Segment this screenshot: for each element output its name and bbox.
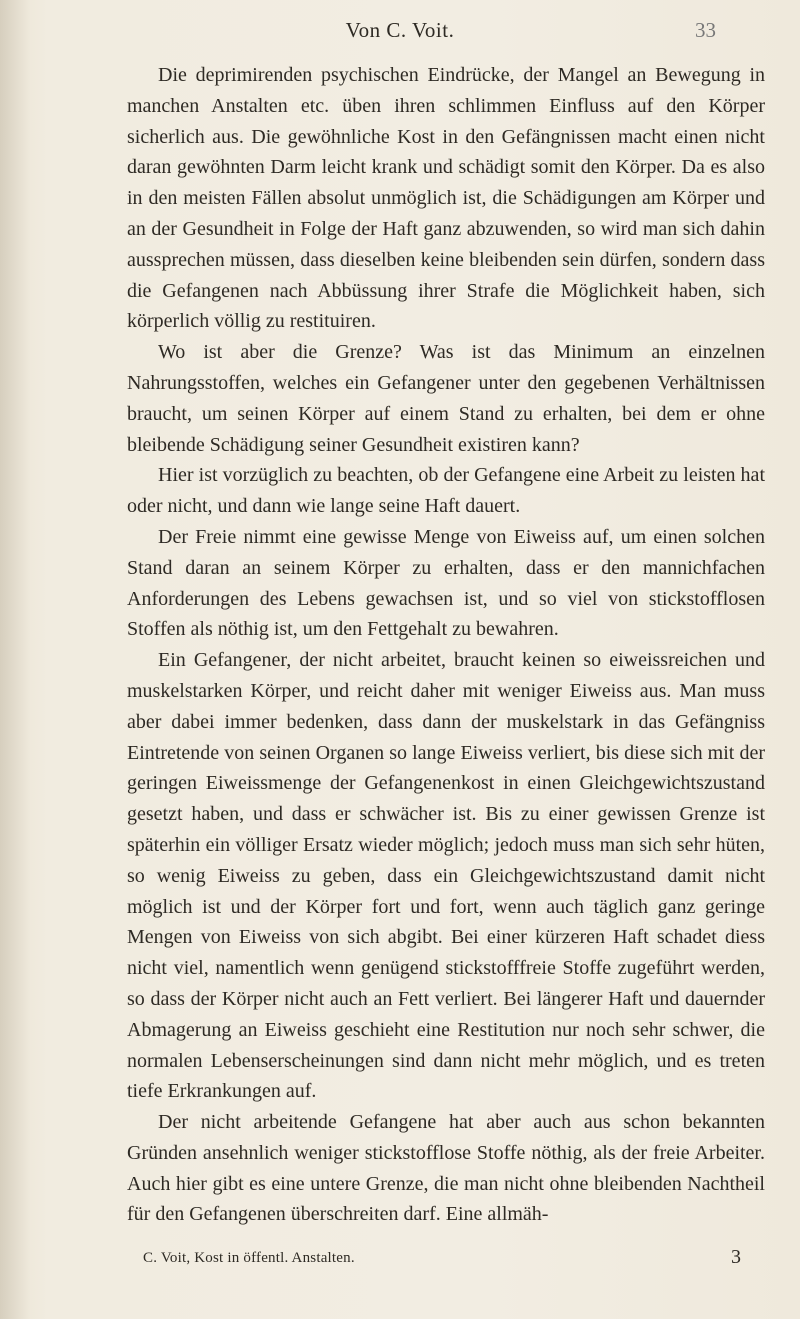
- running-head: Von C. Voit.: [345, 18, 455, 42]
- paragraph: Wo ist aber die Grenze? Was ist das Minimum an einzelnen Nahrungsstoffen, welches ein Gefangener unter den gegebenen Verhältnissen braucht, um seinen Körper auf einem Stand zu erhalten, bei dem er ohne bleibende Schädigung seiner Gesundheit existiren kann?: [127, 341, 765, 456]
- paragraph: Hier ist vorzüglich zu beachten, ob der Gefangene eine Arbeit zu leisten hat oder nicht, und dann wie lange seine Haft dauert.: [127, 464, 765, 518]
- body-text: [127, 60, 765, 1230]
- paragraph: Der nicht arbeitende Gefangene hat aber auch aus schon bekannten Gründen ansehnlich weniger stickstofflose Stoffe nöthig, als der freie Arbeiter. Auch hier gibt es eine untere Grenze, die man nicht ohne bleibenden Nachtheil für den Gefangenen überschreiten darf. Eine allmäh-: [127, 1111, 765, 1226]
- page-number: 33: [695, 18, 716, 42]
- page-gutter-shadow: [0, 0, 30, 1319]
- footer-signature: C. Voit, Kost in öffentl. Anstalten.: [143, 1250, 355, 1266]
- page-header: [0, 16, 800, 46]
- paragraph: Die deprimirenden psychischen Eindrücke, der Mangel an Bewegung in manchen Anstalten etc. üben ihren schlimmen Einfluss auf den Körper sicherlich aus. Die gewöhnliche Kost in den Gefängnissen macht einen nicht daran gewöhnten Darm leicht krank und schädigt somit den Körper. Da es also in den meisten Fällen absolut unmöglich ist, die Schädigungen am Körper und an der Gesundheit in Folge der Haft ganz abzuwenden, so wird man sich dahin aussprechen müssen, dass dieselben keine bleibenden sein dürfen, sondern dass die Gefangenen nach Abbüssung ihrer Strafe die Möglichkeit haben, sich körperlich völlig zu restituiren.: [127, 64, 765, 333]
- sheet-number: 3: [731, 1246, 741, 1268]
- paragraph: Der Freie nimmt eine gewisse Menge von Eiweiss auf, um einen solchen Stand daran an seinem Körper zu erhalten, dass er den mannichfachen Anforderungen des Lebens gewachsen ist, und so viel von stickstofflosen Stoffen als nöthig ist, um den Fettgehalt zu bewahren.: [127, 525, 765, 641]
- paragraph: Ein Gefangener, der nicht arbeitet, braucht keinen so eiweissreichen und muskelstarken Körper, und reicht daher mit weniger Eiweiss aus. Man muss aber dabei immer bedenken, dass dann der muskelstark in das Gefängniss Eintretende von seinen Organen so lange Eiweiss verliert, bis diese sich mit der geringen Eiweissmenge der Gefangenenkost in einen Gleichgewichtszustand gesetzt haben, und dass er schwächer ist. Bis zu einer gewissen Grenze ist späterhin ein völliger Ersatz wieder möglich; jedoch muss man sich sehr hüten, so wenig Eiweiss zu geben, dass ein Gleichgewichtszustand damit nicht möglich ist und der Körper fort und fort, wenn auch täglich ganz geringe Mengen von Eiweiss von sich abgibt. Bei einer kürzeren Haft schadet diess nicht viel, namentlich wenn genügend stickstofffreie Stoffe zugeführt werden, so dass der Körper nicht auch an Fett verliert. Bei längerer Haft und dauernder Abmagerung an Eiweiss geschieht eine Restitution nur noch sehr schwer, die normalen Lebenserscheinungen sind dann nicht mehr möglich, und es treten tiefe Erkrankungen auf.: [127, 649, 765, 1103]
- page-footer: [127, 1246, 767, 1272]
